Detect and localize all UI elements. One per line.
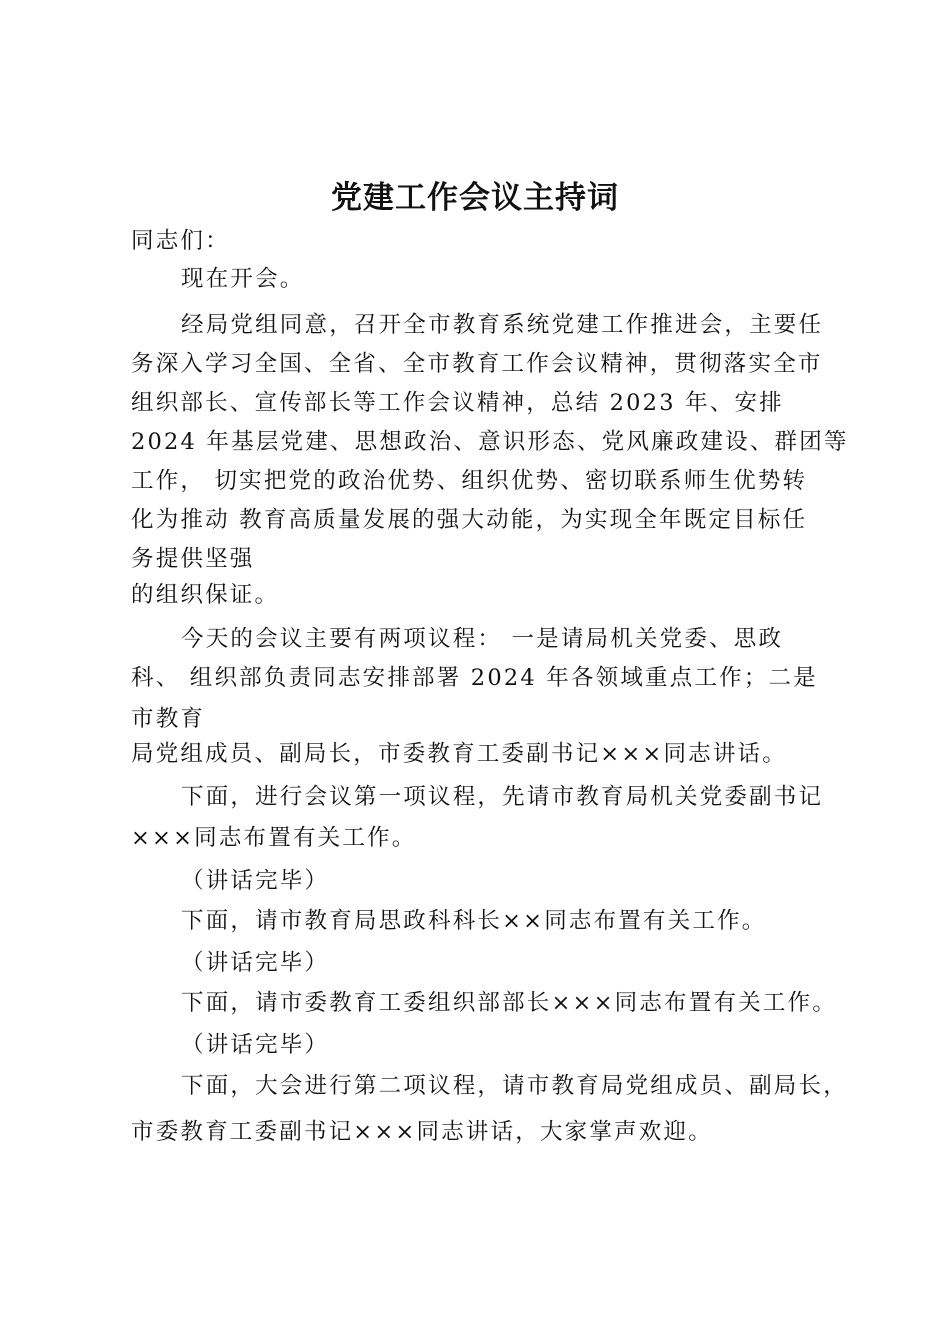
paragraph-line: 今天的会议主要有两项议程： 一是请局机关党委、思政 (181, 626, 784, 652)
speech-finished-note: （讲话完毕） (181, 950, 330, 976)
paragraph-line: 现在开会。 (181, 266, 305, 292)
speech-finished-note: （讲话完毕） (181, 1032, 330, 1058)
paragraph-line: 科、 组织部负责同志安排部署 2024 年各领域重点工作；二是 (131, 665, 818, 691)
paragraph-line: 的组织保证。 (131, 582, 280, 608)
paragraph-line: 2024 年基层党建、思想政治、意识形态、党风廉政建设、群团等 (131, 429, 849, 455)
paragraph-line: 下面，请市委教育工委组织部部长×××同志布置有关工作。 (181, 990, 837, 1016)
document-title: 党建工作会议主持词 (331, 180, 619, 216)
speech-finished-note: （讲话完毕） (181, 868, 330, 894)
paragraph-line: 市委教育工委副书记×××同志讲话，大家掌声欢迎。 (131, 1119, 713, 1145)
paragraph-line: 局党组成员、副局长，市委教育工委副书记×××同志讲话。 (131, 741, 787, 767)
paragraph-line: 经局党组同意，召开全市教育系统党建工作推进会，主要任 (181, 312, 824, 338)
paragraph-line: 化为推动 教育高质量发展的强大动能，为实现全年既定目标任 (131, 507, 808, 533)
paragraph-line: ×××同志布置有关工作。 (131, 825, 417, 851)
paragraph-line: 工作， 切实把党的政治优势、组织优势、密切联系师生优势转 (131, 468, 808, 494)
paragraph-line: 务深入学习全国、全省、全市教育工作会议精神，贯彻落实全市 (131, 351, 823, 377)
paragraph-line: 市教育 (131, 706, 206, 732)
paragraph-line: 组织部长、宣传部长等工作会议精神，总结 2023 年、安排 (131, 390, 784, 416)
salutation: 同志们： (131, 228, 230, 254)
paragraph-line: 下面，进行会议第一项议程，先请市教育局机关党委副书记 (181, 784, 824, 810)
paragraph-line: 务提供坚强 (131, 546, 255, 572)
paragraph-line: 下面，大会进行第二项议程，请市教育局党组成员、副局长， (181, 1073, 848, 1099)
paragraph-line: 下面，请市教育局思政科科长××同志布置有关工作。 (181, 908, 767, 934)
